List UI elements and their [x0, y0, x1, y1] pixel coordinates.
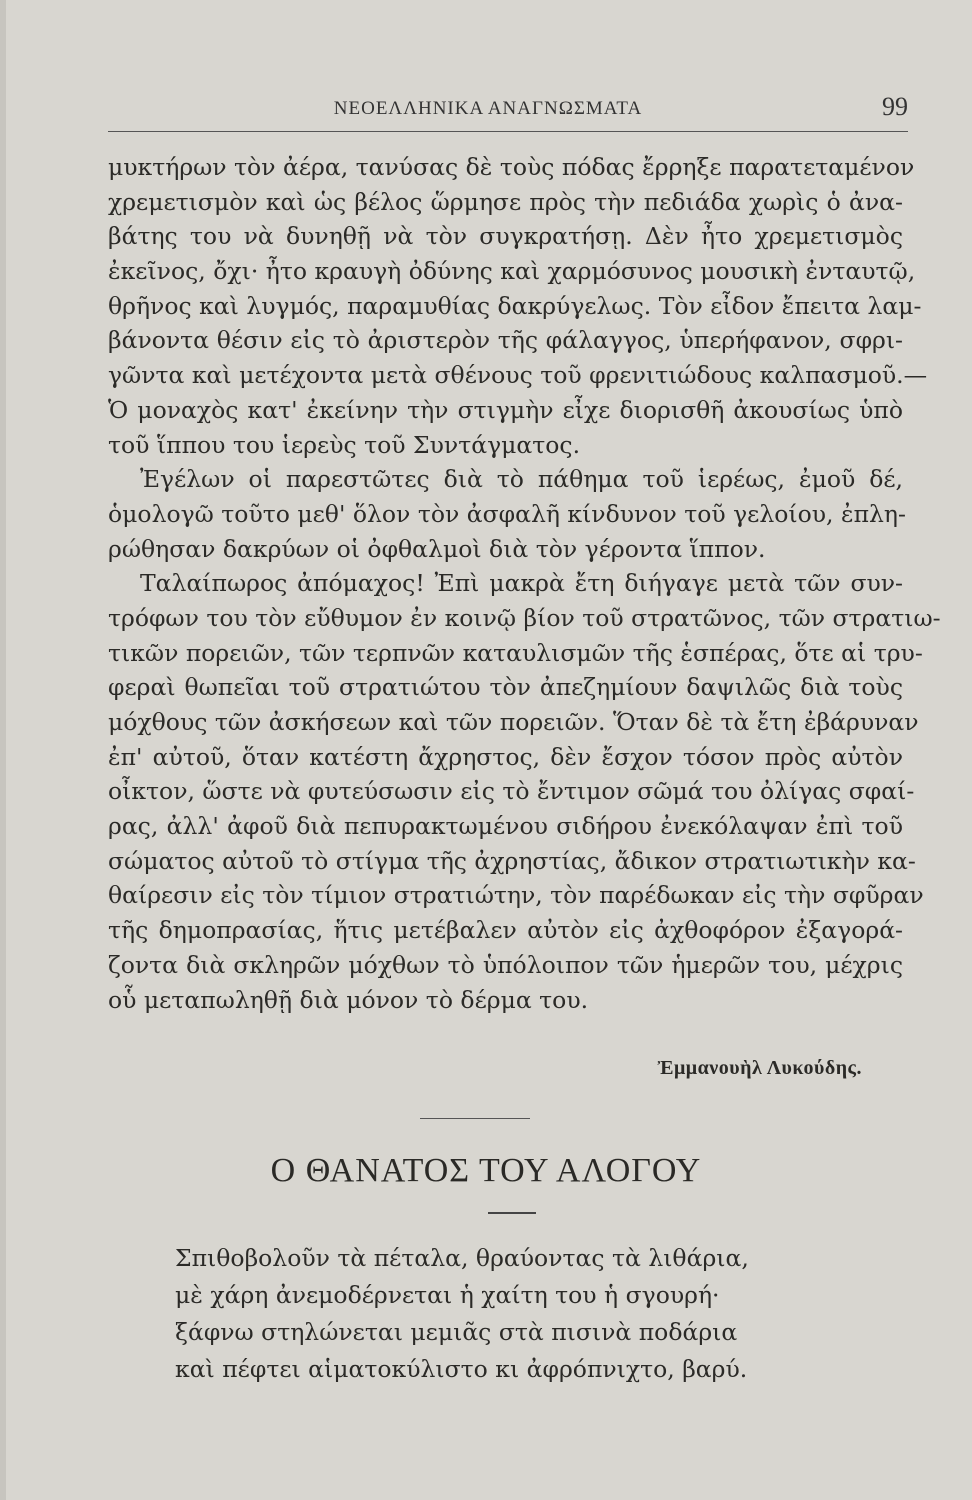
text-line: τικῶν πορειῶν, τῶν τερπνῶν καταυλισμῶν τῆς ἑσπέρας, ὅτε αἱ τρυ- — [108, 638, 923, 667]
header-rule — [108, 131, 908, 132]
text-line: οἶκτον, ὥστε νὰ φυτεύσωσιν εἰς τὸ ἔντιμον σῶμά του ὀλίγας σφαί- — [108, 777, 915, 806]
text-line: θρῆνος καὶ λυγμός, παραμυθίας δακρύγελως. Τὸν εἶδον ἔπειτα λαμ- — [108, 291, 922, 320]
text-line: γῶντα καὶ μετέχοντα μετὰ σθένους τοῦ φρενιτιώδους καλπασμοῦ.— — [108, 361, 928, 390]
text-line: χρεμετισμὸν καὶ ὡς βέλος ὥρμησε πρὸς τὴν πεδιάδα χωρὶς ὁ ἀνα- — [108, 187, 903, 216]
text-line: ρας, ἀλλ' ἀφοῦ διὰ πεπυρακτωμένου σιδήρου ἐνεκόλαψαν ἐπὶ τοῦ — [108, 812, 903, 841]
poem-title: Ο ΘΑΝΑΤΟΣ ΤΟΥ ΑΛΟΓΟΥ — [270, 1152, 702, 1189]
text-line: τῆς δημοπρασίας, ἥτις μετέβαλεν αὐτὸν εἰς ἀχθοφόρον ἐξαγορά- — [108, 916, 903, 945]
text-line: θαίρεσιν εἰς τὸν τίμιον στρατιώτην, τὸν παρέδωκαν εἰς τὴν σφῦραν — [108, 881, 924, 910]
text-line: Ταλαίπωρος ἀπόμαχος! Ἐπὶ μακρὰ ἔτη διήγαγε μετὰ τῶν συν- — [140, 569, 903, 598]
section-separator — [420, 1118, 530, 1119]
author-signature: Ἐμμανουὴλ Λυκούδης. — [657, 1057, 862, 1079]
title-rule — [488, 1212, 536, 1214]
poem-line: ξάφνω στηλώνεται μεμιᾶς στὰ πισινὰ ποδάρια — [175, 1318, 738, 1346]
text-line: μόχθους τῶν ἀσκήσεων καὶ τῶν πορειῶν. Ὅταν δὲ τὰ ἔτη ἐβάρυναν — [108, 708, 919, 736]
text-line: Ὁ μοναχὸς κατ' ἐκείνην τὴν στιγμὴν εἶχε διορισθῆ ἀκουσίως ὑπὸ — [108, 395, 903, 424]
poem-line: καὶ πέφτει αἱματοκύλιστο κι ἀφρόπνιχτο, βαρύ. — [175, 1355, 748, 1383]
text-line: βάνοντα θέσιν εἰς τὸ ἀριστερὸν τῆς φάλαγγος, ὑπερήφανον, σφρι- — [108, 326, 903, 355]
text-line: ζοντα διὰ σκληρῶν μόχθων τὸ ὑπόλοιπον τῶν ἡμερῶν του, μέχρις — [108, 950, 903, 979]
poem-line: μὲ χάρη ἀνεμοδέρνεται ἡ χαίτη του ἡ σγουρή· — [175, 1281, 720, 1309]
text-line: οὗ μεταπωληθῇ διὰ μόνον τὸ δέρμα του. — [108, 985, 589, 1014]
text-line: βάτης του νὰ δυνηθῇ νὰ τὸν συγκρατήσῃ. Δὲν ἦτο χρεμετισμὸς — [108, 222, 903, 251]
text-line: φεραὶ θωπεῖαι τοῦ στρατιώτου τὸν ἀπεζημίουν δαψιλῶς διὰ τοὺς — [108, 673, 903, 702]
text-line: ὁμολογῶ τοῦτο μεθ' ὅλον τὸν ἀσφαλῆ κίνδυνον τοῦ γελοίου, ἐπλη- — [108, 499, 906, 528]
poem-body — [175, 1240, 895, 1388]
text-line: μυκτήρων τὸν ἀέρα, τανύσας δὲ τοὺς πόδας ἔρρηξε παρατεταμένον — [108, 153, 915, 181]
running-title: ΝΕΟΕΛΛΗΝΙΚΑ ΑΝΑΓΝΩΣΜΑΤΑ — [333, 98, 643, 119]
prose-body — [108, 150, 941, 1017]
text-line: ρώθησαν δακρύων οἱ ὀφθαλμοὶ διὰ τὸν γέροντα ἵππον. — [108, 534, 766, 563]
running-header — [108, 92, 908, 128]
page-edge-shadow — [0, 0, 6, 1500]
text-line: Ἐγέλων οἱ παρεστῶτες διὰ τὸ πάθημα τοῦ ἱερέως, ἐμοῦ δέ, — [140, 465, 903, 494]
text-line: τοῦ ἵππου του ἱερεὺς τοῦ Συντάγματος. — [108, 430, 581, 459]
text-line: ἐκεῖνος, ὄχι· ἦτο κραυγὴ ὀδύνης καὶ χαρμόσυνος μουσικὴ ἐνταυτῷ, — [108, 257, 916, 286]
text-line: τρόφων του τὸν εὔθυμον ἐν κοινῷ βίον τοῦ στρατῶνος, τῶν στρατιω- — [108, 603, 941, 632]
poem-line: Σπιθοβολοῦν τὰ πέταλα, θραύοντας τὰ λιθάρια, — [175, 1244, 749, 1272]
text-line: ἐπ' αὐτοῦ, ὅταν κατέστη ἄχρηστος, δὲν ἔσχον τόσον πρὸς αὐτὸν — [108, 742, 903, 771]
text-line: σώματος αὐτοῦ τὸ στίγμα τῆς ἀχρηστίας, ἄδικον στρατιωτικὴν κα- — [108, 846, 916, 875]
page-number: 99 — [882, 92, 908, 121]
